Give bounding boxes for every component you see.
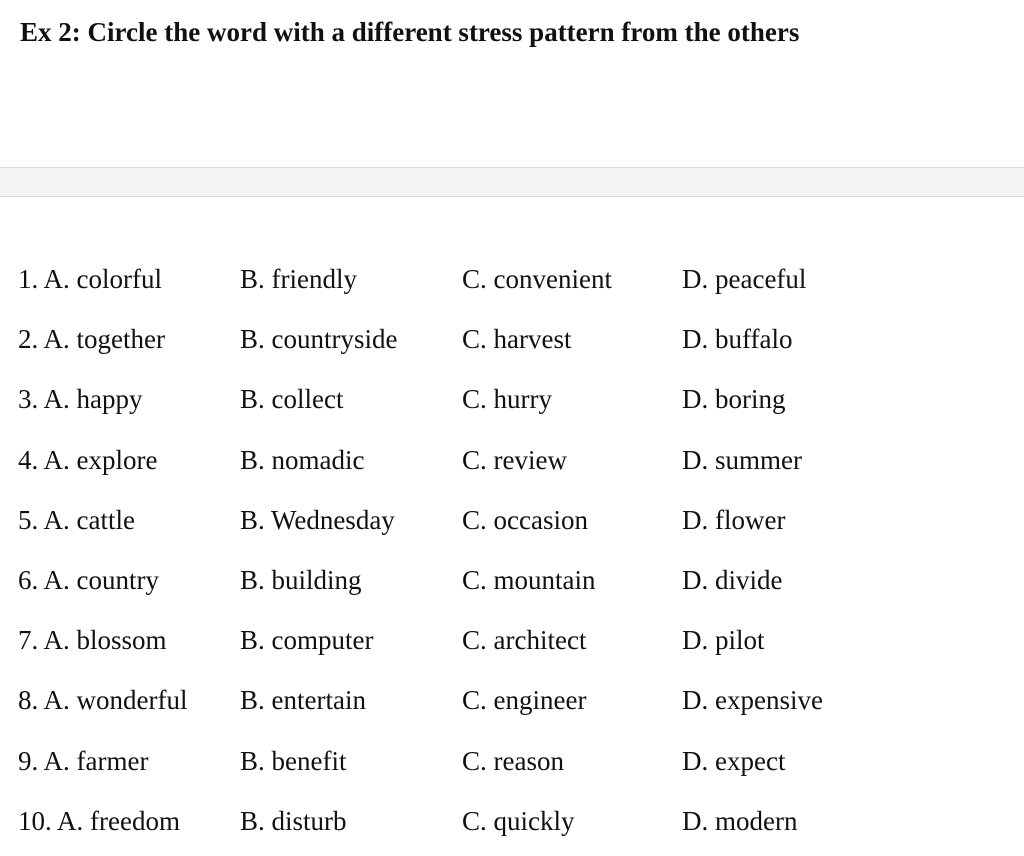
option-c[interactable]: C. occasion xyxy=(462,504,588,535)
question-row-3 xyxy=(0,370,1024,430)
option-d[interactable]: D. summer xyxy=(682,444,802,475)
option-b[interactable]: B. disturb xyxy=(240,805,347,836)
option-a[interactable]: 1. A. colorful xyxy=(18,264,162,294)
option-b[interactable]: B. Wednesday xyxy=(240,504,395,535)
option-a[interactable]: 5. A. cattle xyxy=(18,504,135,535)
option-c[interactable]: C. convenient xyxy=(462,264,612,294)
option-c[interactable]: C. hurry xyxy=(462,384,552,415)
question-row-5 xyxy=(0,491,1024,551)
option-d[interactable]: D. flower xyxy=(682,504,786,535)
question-row-4 xyxy=(0,431,1024,491)
option-c[interactable]: C. quickly xyxy=(462,805,575,836)
option-b[interactable]: B. entertain xyxy=(240,685,366,716)
option-c[interactable]: C. harvest xyxy=(462,324,572,355)
option-c[interactable]: C. architect xyxy=(462,625,587,656)
question-list xyxy=(0,250,1024,852)
option-a[interactable]: 9. A. farmer xyxy=(18,745,149,776)
question-row-6 xyxy=(0,551,1024,611)
option-b[interactable]: B. computer xyxy=(240,625,374,656)
option-d[interactable]: D. pilot xyxy=(682,625,765,656)
option-d[interactable]: D. buffalo xyxy=(682,324,793,355)
option-d[interactable]: D. modern xyxy=(682,805,798,836)
option-d[interactable]: D. boring xyxy=(682,384,786,415)
option-c[interactable]: C. reason xyxy=(462,745,564,776)
question-row-2 xyxy=(0,310,1024,370)
option-a[interactable]: 6. A. country xyxy=(18,564,159,595)
option-b[interactable]: B. countryside xyxy=(240,324,398,355)
option-b[interactable]: B. building xyxy=(240,564,362,595)
option-c[interactable]: C. engineer xyxy=(462,685,587,716)
section-divider xyxy=(0,167,1024,197)
option-b[interactable]: B. nomadic xyxy=(240,444,365,475)
option-d[interactable]: D. expensive xyxy=(682,685,823,716)
option-d[interactable]: D. divide xyxy=(682,564,783,595)
option-a[interactable]: 2. A. together xyxy=(18,324,165,355)
question-row-8 xyxy=(0,671,1024,731)
question-row-10 xyxy=(0,792,1024,852)
option-a[interactable]: 7. A. blossom xyxy=(18,625,167,656)
question-row-9 xyxy=(0,732,1024,792)
option-d[interactable]: D. peaceful xyxy=(682,264,807,294)
exercise-title: Ex 2: Circle the word with a different stress pattern from the others xyxy=(20,17,800,47)
option-b[interactable]: B. benefit xyxy=(240,745,347,776)
question-row-1 xyxy=(0,250,1024,310)
option-c[interactable]: C. mountain xyxy=(462,564,596,595)
option-a[interactable]: 8. A. wonderful xyxy=(18,685,188,716)
option-b[interactable]: B. friendly xyxy=(240,264,357,294)
option-c[interactable]: C. review xyxy=(462,444,567,475)
option-a[interactable]: 4. A. explore xyxy=(18,444,158,475)
option-b[interactable]: B. collect xyxy=(240,384,344,415)
question-row-7 xyxy=(0,611,1024,671)
option-a[interactable]: 3. A. happy xyxy=(18,384,143,415)
option-d[interactable]: D. expect xyxy=(682,745,786,776)
option-a[interactable]: 10. A. freedom xyxy=(18,805,180,836)
